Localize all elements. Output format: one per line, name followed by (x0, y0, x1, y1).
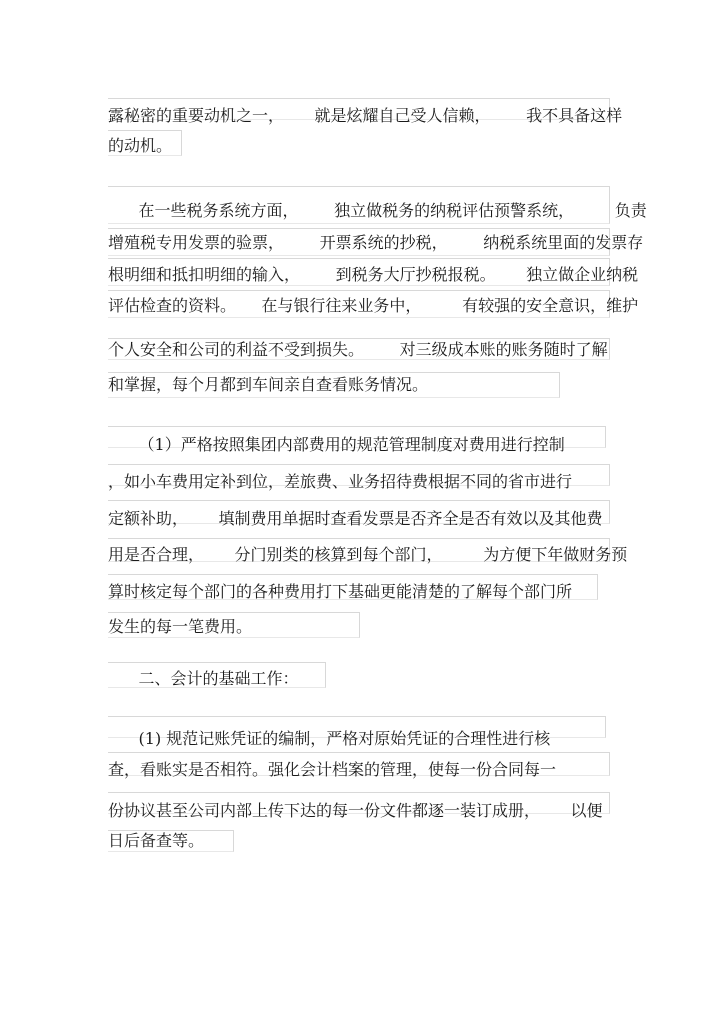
text-line: 查，看账实是否相符。强化会计档案的管理，使每一份合同每一 (108, 760, 557, 779)
text-line: 根明细和抵扣明细的输入， 到税务大厅抄税报税。 独立做企业纳税 (108, 265, 639, 284)
text-line: 算时核定每个部门的各种费用打下基础更能清楚的了解每个部门所 (108, 582, 573, 601)
text-line: 日后备查等。 (108, 831, 205, 850)
text-line: 评估检查的资料。 在与银行往来业务中， 有较强的安全意识，维护 (108, 296, 639, 315)
text-line: （1）严格按照集团内部费用的规范管理制度对费用进行控制 (108, 435, 565, 454)
text-line: 和掌握，每个月都到车间亲自查看账务情况。 (108, 375, 429, 394)
text-line: 用是否合理， 分门别类的核算到每个部门， 为方便下年做财务预 (108, 545, 628, 564)
text-line: 露秘密的重要动机之一， 就是炫耀自己受人信赖， 我不具备这样 (108, 106, 623, 125)
text-line: 增殖税专用发票的验票， 开票系统的抄税， 纳税系统里面的发票存 (108, 233, 644, 252)
text-line: (1) 规范记账凭证的编制，严格对原始凭证的合理性进行核 (108, 729, 551, 748)
text-line: 在一些税务系统方面， 独立做税务的纳税评估预警系统， 负责 (108, 201, 647, 220)
text-line: ，如小车费用定补到位，差旅费、业务招待费根据不同的省市进行 (108, 472, 573, 491)
section-heading: 二、会计的基础工作： (108, 669, 299, 688)
text-line: 的动机。 (108, 136, 173, 155)
text-line: 份协议甚至公司内部上传下达的每一份文件都逐一装订成册， 以便 (108, 801, 603, 820)
text-line: 发生的每一笔费用。 (108, 617, 253, 636)
text-line: 个人安全和公司的利益不受到损失。 对三级成本账的账务随时了解 (108, 340, 608, 359)
text-line: 定额补助， 填制费用单据时查看发票是否齐全是否有效以及其他费 (108, 509, 603, 528)
